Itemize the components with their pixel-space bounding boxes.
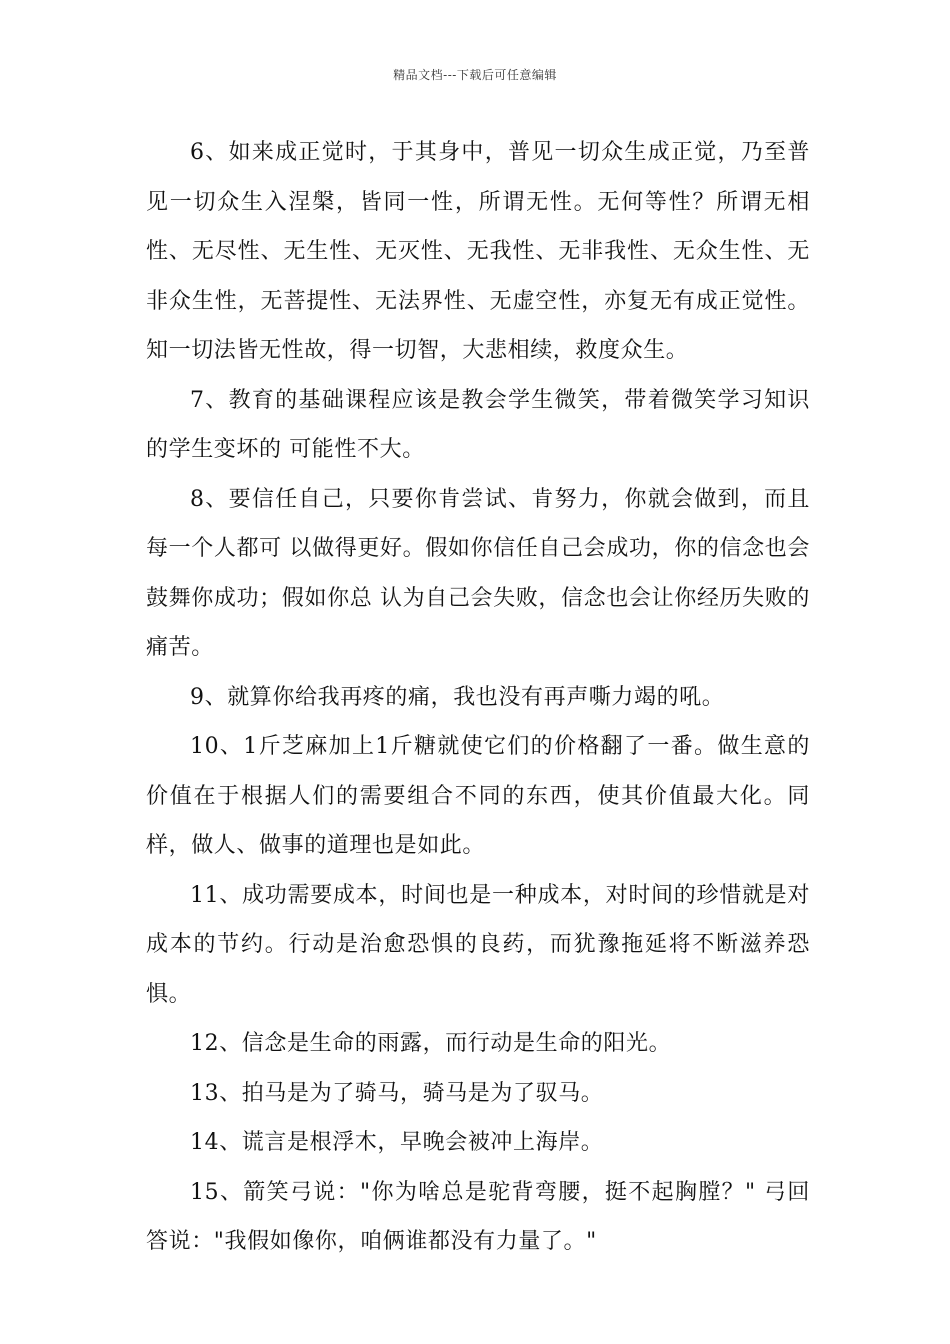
paragraph-7: 7、教育的基础课程应该是教会学生微笑，带着微笑学习知识的学生变坏的 可能性不大。 bbox=[146, 387, 810, 462]
page-header: 精品文档---下载后可任意编辑 bbox=[393, 68, 557, 82]
paragraph-14: 14、谎言是根浮木，早晚会被冲上海岸。 bbox=[190, 1130, 604, 1155]
paragraph-6: 6、如来成正觉时，于其身中，普见一切众生成正觉，乃至普见一切众生入涅槃，皆同一性，所谓无性。无何等性？所谓无相性、无尽性、无生性、无灭性、无我性、无非我性、无众生性、无非众生性，无菩提性、无法界性、无虚空性，亦复无有成正觉性。知一切法皆无性故，得一切智，大悲相续，救度众生。 bbox=[146, 140, 810, 363]
paragraph-15: 15、箭笑弓说："你为啥总是驼背弯腰，挺不起胸膛？" 弓回答说："我假如像你，咱俩谁都没有力量了。" bbox=[146, 1179, 810, 1254]
paragraph-13: 13、拍马是为了骑马，骑马是为了驭马。 bbox=[190, 1080, 604, 1106]
document-body bbox=[146, 128, 810, 1267]
paragraph-11: 11、成功需要成本，时间也是一种成本，对时间的珍惜就是对成本的节约。行动是治愈恐惧的良药，而犹豫拖延将不断滋养恐惧。 bbox=[146, 882, 810, 1007]
paragraph-9: 9、就算你给我再疼的痛，我也没有再声嘶力竭的吼。 bbox=[190, 684, 725, 710]
paragraph-8: 8、要信任自己，只要你肯尝试、肯努力，你就会做到，而且每一个人都可 以做得更好。假如你信任自己会成功，你的信念也会鼓舞你成功；假如你总 认为自己会失败，信念也会让你经历失败的痛苦。 bbox=[146, 486, 810, 660]
paragraph-10: 10、1斤芝麻加上1斤糖就使它们的价格翻了一番。做生意的价值在于根据人们的需要组合不同的东西，使其价值最大化。同样，做人、做事的道理也是如此。 bbox=[146, 734, 810, 858]
paragraph-12: 12、信念是生命的雨露，而行动是生命的阳光。 bbox=[190, 1031, 672, 1056]
